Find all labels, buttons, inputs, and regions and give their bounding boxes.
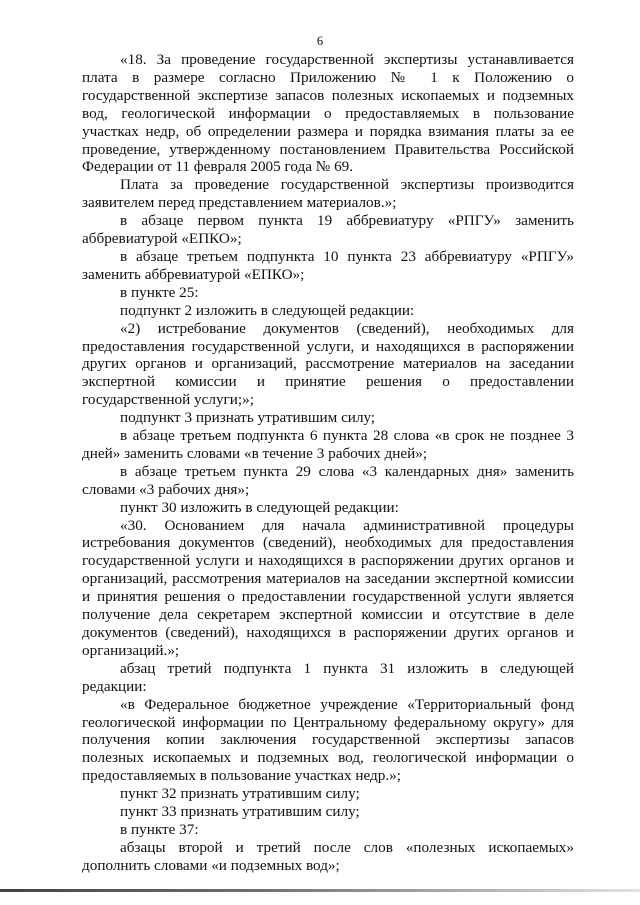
paragraph: в пункте 37:: [120, 820, 199, 838]
paragraph: «30. Основанием для начала административной процедуры истребования документов (сведений), необходимых для предоставления государственной услуги и находящихся в распоряжении других органов и организаций, рассмотрения материалов на заседании экспертной комиссии и принятия решения о предоставлении государственной услуги является получение дела секретарем экспертной комиссии и отсутствие в деле документов (сведений), находящихся в распоряжении других органов и организаций.»;: [82, 516, 574, 659]
paragraph: абзацы второй и третий после слов «полезных ископаемых» дополнить словами «и подземных вод»;: [82, 838, 574, 874]
paragraph: в абзаце первом пункта 19 аббревиатуру «РПГУ» заменить аббревиатурой «ЕПКО»;: [82, 212, 574, 248]
paragraph: Плата за проведение государственной экспертизы производится заявителем перед представлением материалов.»;: [82, 176, 574, 212]
paragraph: «2) истребование документов (сведений), необходимых для предоставления государственной услуги, и находящихся в распоряжении других органов и организаций, рассмотрение материалов на заседании экспертной комиссии и принятие решения о предоставлении государственной услуги;»;: [82, 319, 574, 409]
paragraph: пункт 32 признать утратившим силу;: [120, 785, 360, 803]
scan-edge-line: [0, 889, 640, 892]
paragraph: подпункт 2 изложить в следующей редакции:: [120, 301, 415, 319]
paragraph: абзац третий подпункта 1 пункта 31 изложить в следующей редакции:: [82, 659, 574, 695]
page-number: 6: [316, 34, 324, 48]
paragraph: в абзаце третьем подпункта 10 пункта 23 аббревиатуру «РПГУ» заменить аббревиатурой «ЕПКО»;: [82, 247, 574, 283]
paragraph: в абзаце третьем пункта 29 слова «3 календарных дня» заменить словами «3 рабочих дня»;: [82, 462, 574, 498]
paragraph: пункт 33 признать утратившим силу;: [120, 803, 360, 821]
paragraph: «в Федеральное бюджетное учреждение «Территориальный фонд геологической информации по Центральному федеральному округу» для получения копии заключения государственной экспертизы запасов полезных ископаемых и подземных вод, геологической информации о предоставляемых в пользование участках недр.»;: [82, 695, 574, 785]
paragraph: в пункте 25:: [120, 283, 199, 301]
paragraph: пункт 30 изложить в следующей редакции:: [120, 498, 399, 516]
paragraph: в абзаце третьем подпункта 6 пункта 28 слова «в срок не позднее 3 дней» заменить словами «в течение 3 рабочих дней»;: [82, 427, 574, 462]
paragraph: подпункт 3 признать утратившим силу;: [120, 409, 376, 427]
document-body: [82, 51, 574, 875]
paragraph: «18. За проведение государственной экспертизы устанавливается плата в размере согласно Приложению № 1 к Положению о государственной экспертизе запасов полезных ископаемых и подземных вод, геологической информации о предоставляемых в пользование участках недр, об определении размера и порядка взимания платы за ее проведение, утвержденному постановлением Правительства Российской Федерации от 11 февраля 2005 года № 69.: [82, 51, 574, 176]
